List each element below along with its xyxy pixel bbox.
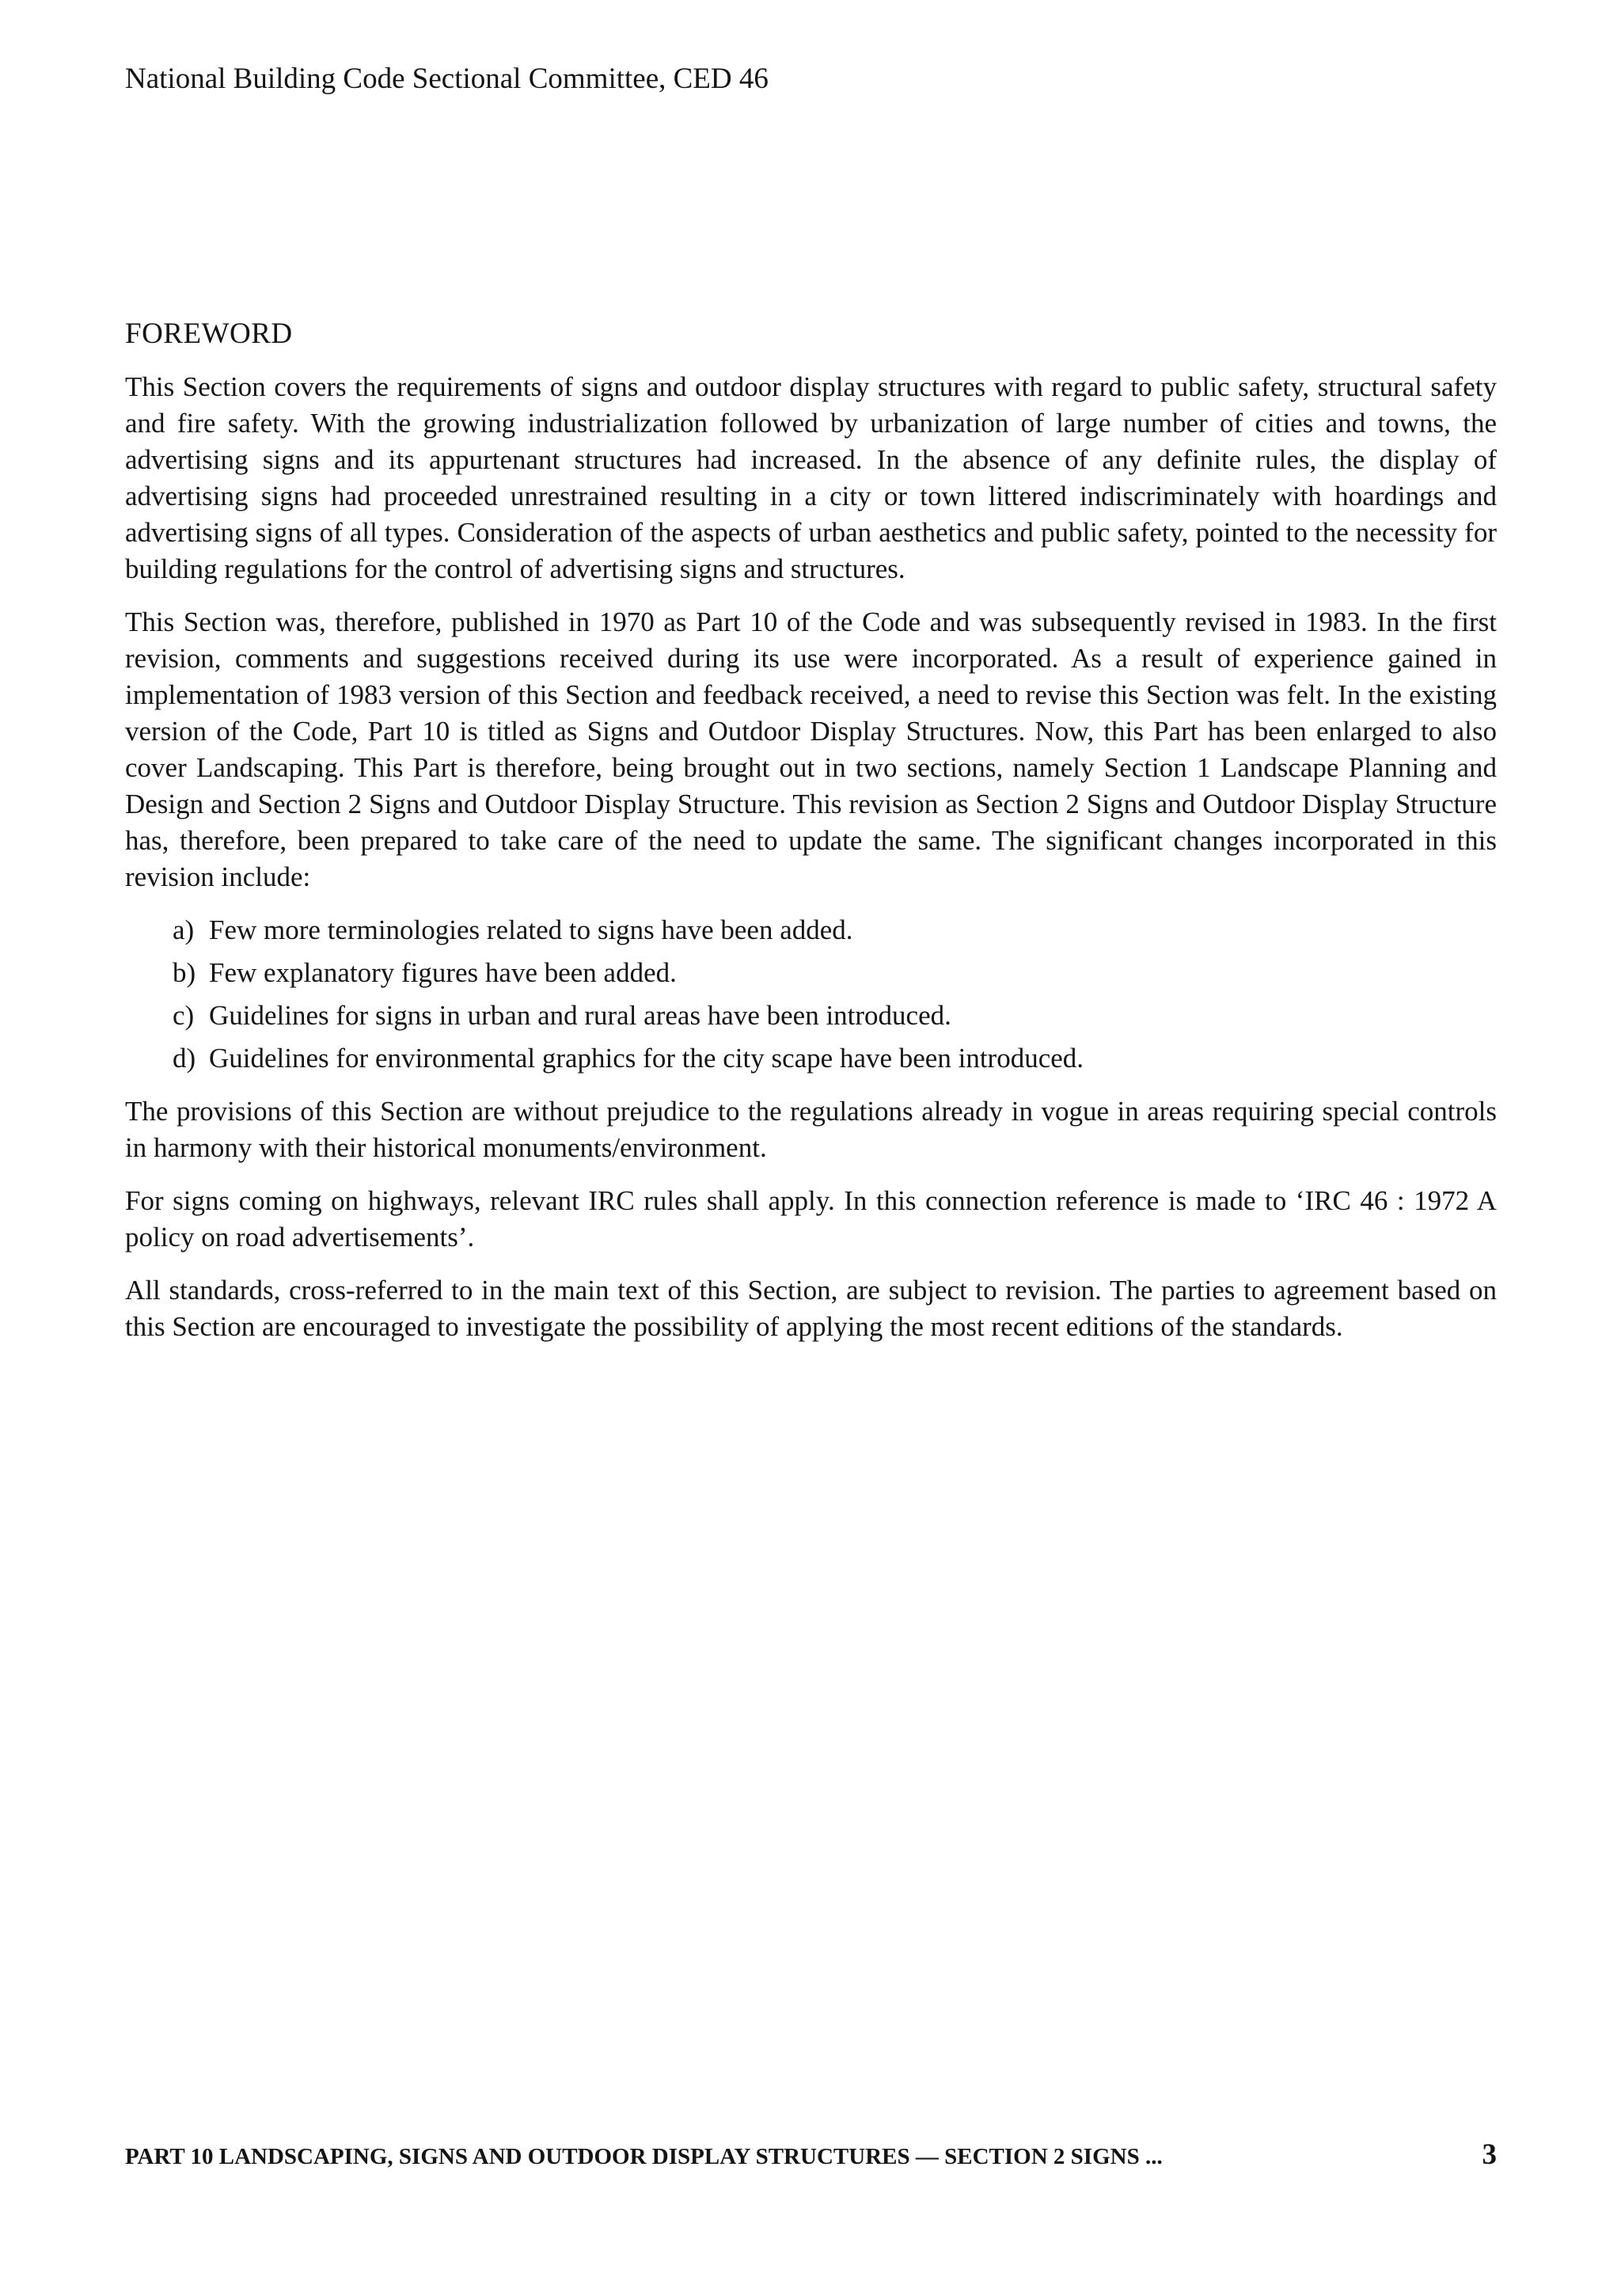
list-item [125,1040,1497,1077]
list-item [125,998,1497,1034]
foreword-paragraph-highways: For signs coming on highways, relevant IRC rules shall apply. In this connection reference is made to ‘IRC 46 : 1972 A policy on road advertisements’. [125,1185,1497,1253]
list-item-marker: b) [173,957,196,989]
list-item-marker: a) [173,914,195,946]
foreword-section [125,317,1497,1362]
list-item-text: Few explanatory figures have been added. [209,957,677,989]
list-item-marker: d) [173,1043,196,1074]
list-item-text: Guidelines for signs in urban and rural areas have been introduced. [209,1000,951,1032]
foreword-paragraph-standards: All standards, cross-referred to in the main text of this Section, are subject to revision. The parties to agreement based on this Section are encouraged to investigate the possibility of applying the most recent editions of the standards. [125,1275,1497,1343]
page-footer [125,2138,1497,2172]
changes-list [125,912,1497,1077]
list-item-text: Few more terminologies related to signs have been added. [209,914,853,946]
foreword-paragraph-scope: This Section covers the requirements of signs and outdoor display structures with regard to public safety, structural safety and fire safety. With the growing industrialization followed by urbanization of large number of cities and towns, the advertising signs and its appurtenant structures had increased. In the absence of any definite rules, the display of advertising signs had proceeded unrestrained resulting in a city or town littered indiscriminately with hoardings and advertising signs of all types. Consideration of the aspects of urban aesthetics and public safety, pointed to the necessity for building regulations for the control of advertising signs and structures. [125,371,1497,585]
foreword-paragraph-provisions: The provisions of this Section are without prejudice to the regulations already in vogue in areas requiring special controls in harmony with their historical monuments/environment. [125,1096,1497,1164]
list-item-marker: c) [173,1000,195,1032]
running-head-committee: National Building Code Sectional Committee, CED 46 [125,63,769,95]
list-item [125,912,1497,948]
list-item-text: Guidelines for environmental graphics for the city scape have been introduced. [209,1043,1084,1074]
page-number: 3 [1482,2138,1497,2171]
footer-title: PART 10 LANDSCAPING, SIGNS AND OUTDOOR DISPLAY STRUCTURES — SECTION 2 SIGNS ... [125,2144,1163,2169]
foreword-heading: FOREWORD [125,317,293,350]
foreword-paragraph-history: This Section was, therefore, published in 1970 as Part 10 of the Code and was subsequently revised in 1983. In the first revision, comments and suggestions received during its use were incorporated. As a result of experience gained in implementation of 1983 version of this Section and feedback received, a need to revise this Section was felt. In the existing version of the Code, Part 10 is titled as Signs and Outdoor Display Structures. Now, this Part has been enlarged to also cover Landscaping. This Part is therefore, being brought out in two sections, namely Section 1 Landscape Planning and Design and Section 2 Signs and Outdoor Display Structure. This revision as Section 2 Signs and Outdoor Display Structure has, therefore, been prepared to take care of the need to update the same. The significant changes incorporated in this revision include: [125,606,1497,893]
list-item [125,955,1497,991]
